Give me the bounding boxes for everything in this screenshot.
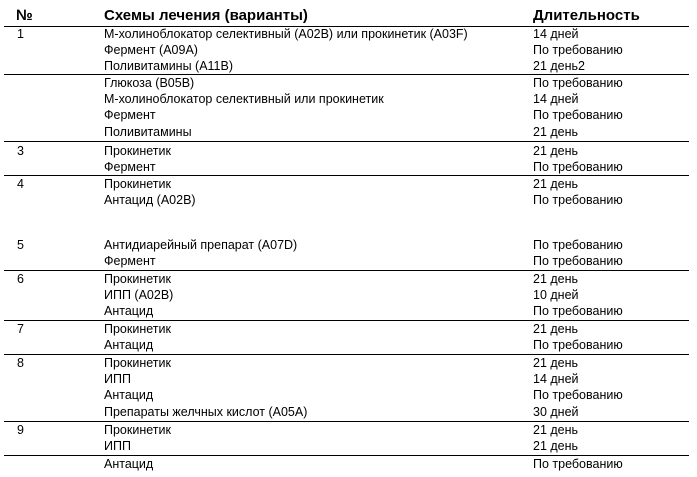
treatment-group-4 [0,176,697,208]
drug-name: Прокинетик [104,322,171,336]
duration: По требованию [533,76,623,90]
drug-name: ИПП [104,439,131,454]
duration: 21 день [533,439,579,454]
group-number: 1 [17,27,24,41]
duration: По требованию [533,108,623,123]
duration: 21 день2 [533,59,585,74]
group-number: 7 [17,322,24,336]
drug-name: Фермент (А09А) [104,43,198,58]
duration: 14 дней [533,92,579,107]
duration: 21 день [533,272,579,286]
group-divider [4,141,689,142]
duration: По требованию [533,160,623,175]
treatment-group-7 [0,321,697,353]
treatment-group-10 [0,456,697,472]
treatment-group-6 [0,271,697,320]
table-row [0,422,697,438]
duration: 21 день [533,423,579,437]
table-row [0,58,697,74]
duration: 21 день [533,177,579,191]
drug-name: М-холиноблокатор селективный (А02В) или прокинетик (А03F) [104,27,468,41]
duration: 14 дней [533,27,579,41]
treatment-group-9 [0,422,697,454]
header-scheme: Схемы лечения (варианты) [104,7,308,24]
treatment-group-3 [0,143,697,175]
group-number: 8 [17,356,24,370]
header-number: № [16,7,33,24]
table-row [0,387,697,403]
duration: По требованию [533,304,623,319]
table-row [0,303,697,319]
table-row [0,371,697,387]
duration: 14 дней [533,372,579,387]
treatment-group-2 [0,75,697,140]
duration: 30 дней [533,404,579,419]
duration: По требованию [533,238,623,252]
table-row [0,321,697,337]
drug-name: Прокинетик [104,144,171,158]
table-row [0,91,697,107]
table-row [0,271,697,287]
drug-name: Антидиарейный препарат (А07D) [104,238,298,252]
table-row [0,237,697,253]
table-row [0,75,697,91]
duration: 21 день [533,124,579,139]
duration: 10 дней [533,288,579,303]
duration: По требованию [533,388,623,403]
table-row [0,253,697,269]
drug-name: Фермент [104,254,156,269]
group-number: 6 [17,272,24,286]
drug-name: Антацид (А02В) [104,193,196,208]
drug-name: Глюкоза (В05В) [104,76,195,90]
drug-name: Прокинетик [104,272,171,286]
duration: По требованию [533,43,623,58]
table-row [0,159,697,175]
table-row [0,438,697,454]
drug-name: Фермент [104,108,156,123]
duration: По требованию [533,193,623,208]
table-row [0,42,697,58]
drug-name: Антацид [104,338,154,353]
drug-name: ИПП (А02В) [104,288,174,303]
header-duration: Длительность [533,7,640,24]
table-row [0,26,697,42]
treatment-group-8 [0,355,697,420]
table-row [0,107,697,123]
group-number: 3 [17,144,24,158]
table-row [0,404,697,420]
drug-name: Фермент [104,160,156,175]
duration: 21 день [533,322,579,336]
duration: По требованию [533,338,623,353]
drug-name: Антацид [104,304,154,319]
group-number: 4 [17,177,24,191]
drug-name: Препараты желчных кислот (А05А) [104,404,308,419]
drug-name: Поливитамины [104,124,192,139]
group-number: 5 [17,238,24,252]
duration: 21 день [533,356,579,370]
drug-name: М-холиноблокатор селективный или прокинетик [104,92,384,107]
treatment-group-5 [0,237,697,269]
drug-name: Прокинетик [104,423,171,437]
drug-name: ИПП [104,372,131,387]
drug-name: Поливитамины (А11В) [104,59,234,74]
duration: 21 день [533,144,579,158]
table-row [0,143,697,159]
treatment-group-1 [0,26,697,75]
table-row [0,192,697,208]
drug-name: Прокинетик [104,177,171,191]
duration: По требованию [533,254,623,269]
duration: По требованию [533,457,623,471]
table-row [0,337,697,353]
table-row [0,355,697,371]
table-row [0,287,697,303]
drug-name: Антацид [104,388,154,403]
drug-name: Антацид [104,457,154,471]
table-row [0,124,697,140]
drug-name: Прокинетик [104,356,171,370]
group-number: 9 [17,423,24,437]
table-row [0,456,697,472]
table-row [0,176,697,192]
